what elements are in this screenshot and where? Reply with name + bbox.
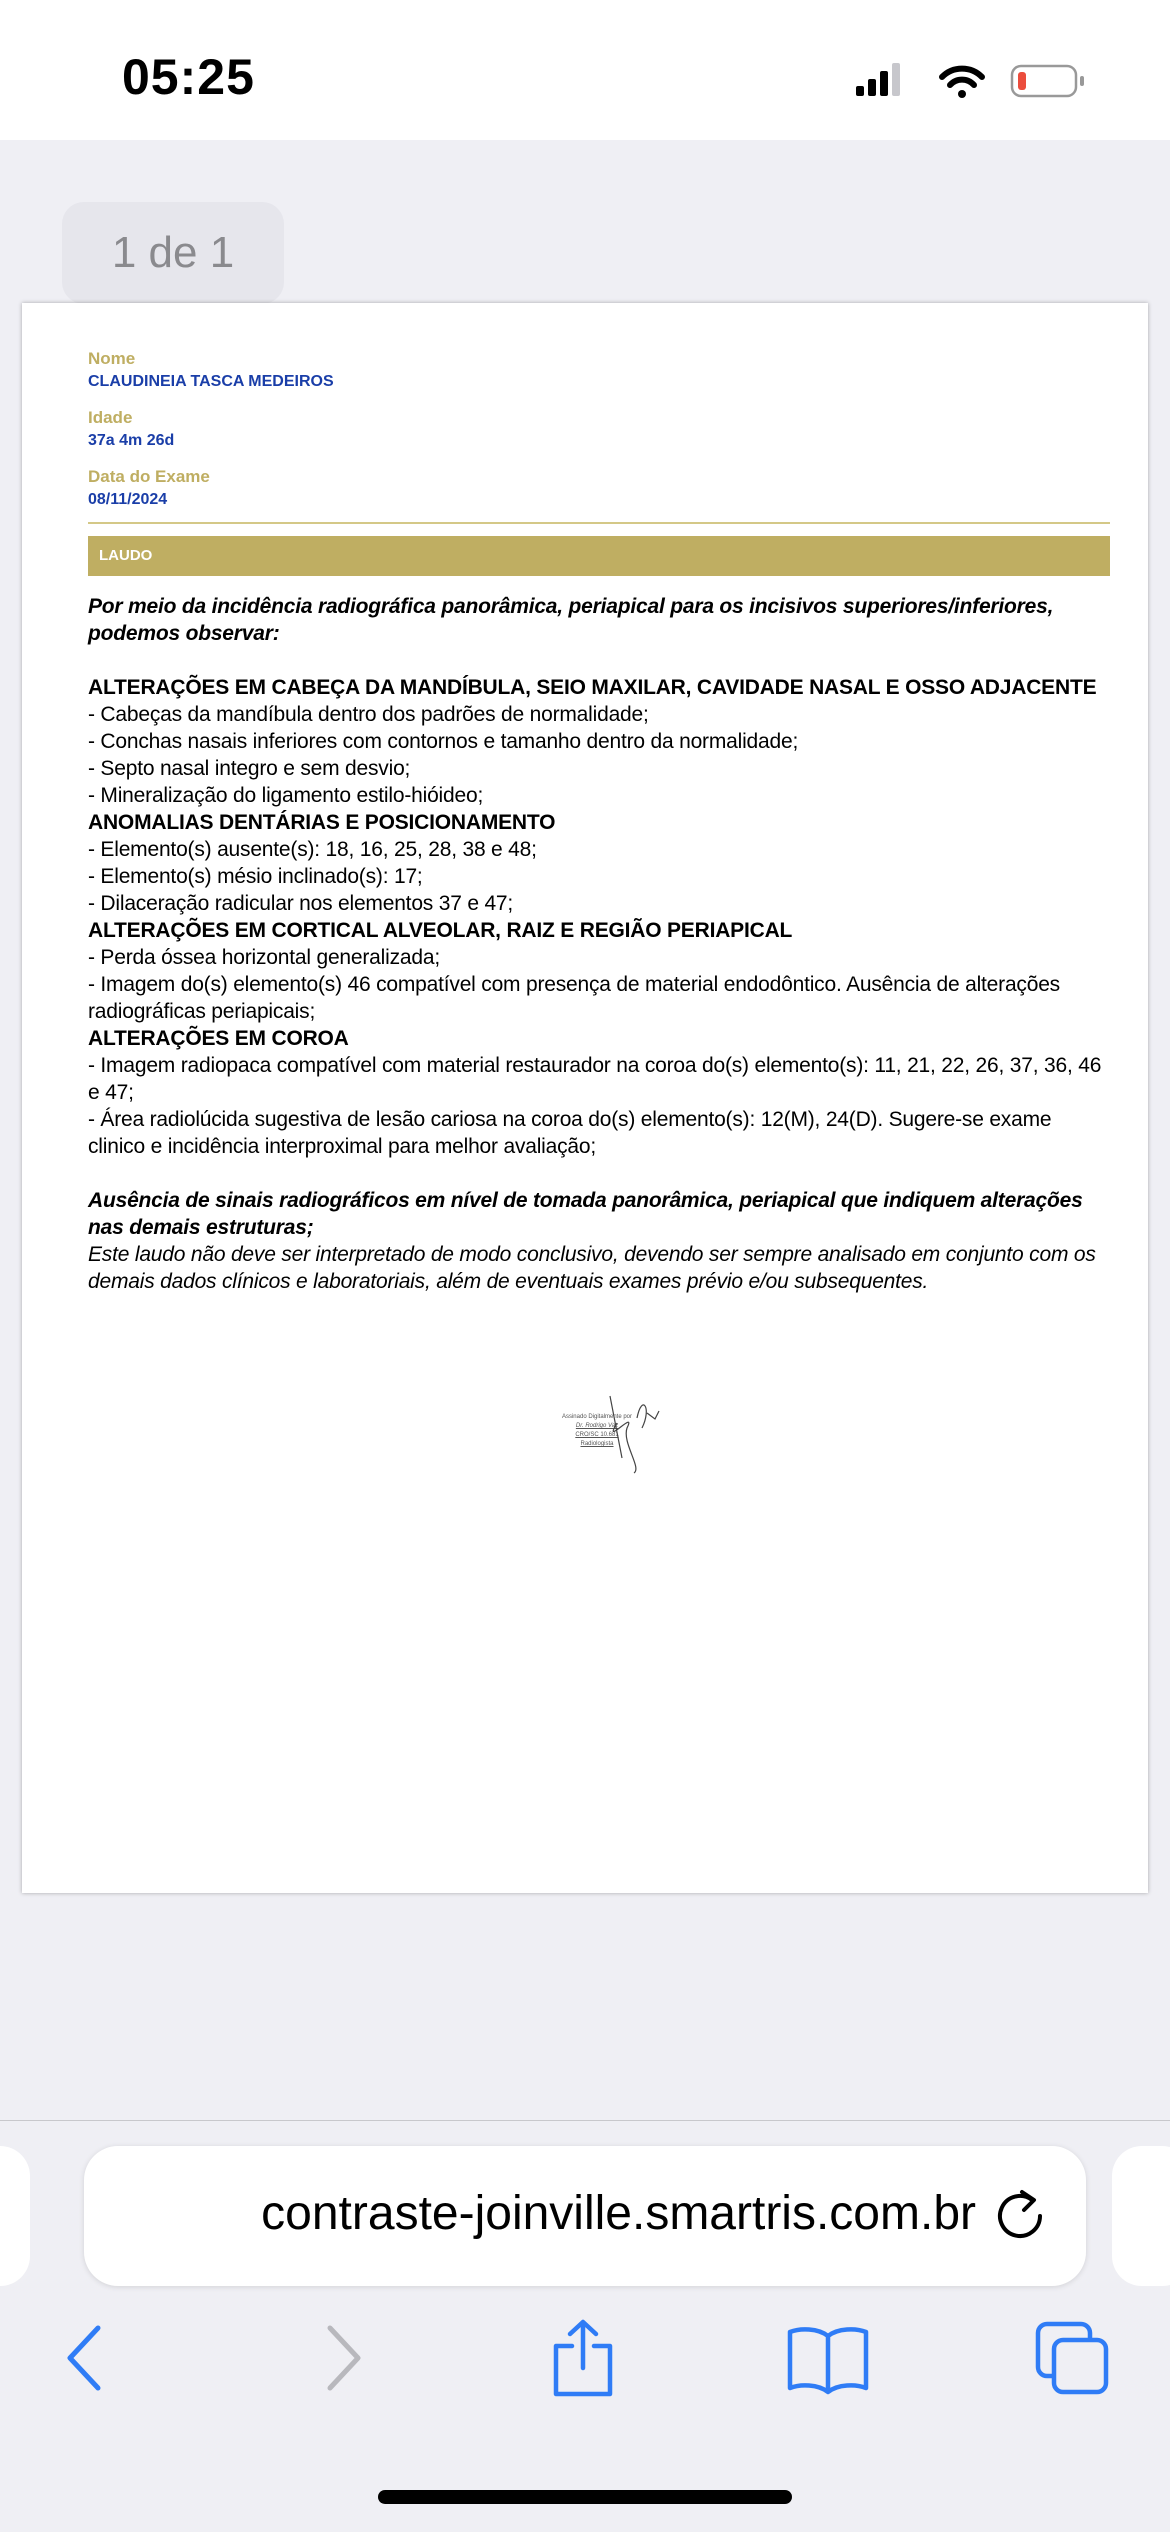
list-item: - Área radiolúcida sugestiva de lesão cariosa na coroa do(s) elemento(s): 12(M), 24(D). Sugere-se exame clinico e incidência interproximal para melhor avaliação;: [88, 1108, 1052, 1158]
list-item: - Mineralização do ligamento estilo-hióideo;: [88, 784, 484, 807]
previous-tab-preview[interactable]: [0, 2146, 30, 2286]
intro: Por meio da incidência radiográfica panorâmica, periapical para os incisivos superiores/inferiores, podemos observar:: [88, 595, 1054, 645]
list-item: - Perda óssea horizontal generalizada;: [88, 946, 440, 969]
field-value-age: 37a 4m 26d: [88, 432, 175, 449]
section-heading: ANOMALIAS DENTÁRIAS E POSICIONAMENTO: [88, 811, 556, 834]
battery-icon: [1012, 66, 1084, 96]
back-icon[interactable]: [60, 2318, 110, 2398]
list-item: - Imagem radiopaca compatível com material restaurador na coroa do(s) elemento(s): 11, 21, 22, 26, 37, 36, 46 e 47;: [88, 1054, 1102, 1104]
list-item: - Conchas nasais inferiores com contornos e tamanho dentro da normalidade;: [88, 730, 799, 753]
signature-line: Assinado Digitalmente por: [561, 1414, 633, 1420]
pdf-page: [22, 303, 1148, 1893]
signature-line: CRO/SC 10.681: [575, 1432, 619, 1438]
list-item: - Septo nasal integro e sem desvio;: [88, 757, 411, 780]
home-indicator[interactable]: [378, 2490, 792, 2504]
bookmarks-icon[interactable]: [786, 2318, 870, 2398]
next-tab-preview[interactable]: [1112, 2146, 1170, 2286]
section-heading: ALTERAÇÕES EM COROA: [88, 1027, 349, 1050]
conclusion: Ausência de sinais radiográficos em nível de tomada panorâmica, periapical que indiquem alterações nas demais estruturas;: [88, 1189, 1083, 1239]
list-item: - Dilaceração radicular nos elementos 37 e 47;: [88, 892, 514, 915]
divider: [88, 522, 1110, 524]
toolbar-divider: [0, 2120, 1170, 2121]
clock: 05:25: [122, 49, 255, 105]
section-heading: ALTERAÇÕES EM CABEÇA DA MANDÍBULA, SEIO MAXILAR, CAVIDADE NASAL E OSSO ADJACENTE: [88, 676, 1097, 699]
list-item: - Elemento(s) ausente(s): 18, 16, 25, 28, 38 e 48;: [88, 838, 537, 861]
list-item: - Imagem do(s) elemento(s) 46 compatível com presença de material endodôntico. Ausência de alterações radiográficas periapicais;: [88, 973, 1060, 1023]
reload-icon[interactable]: [992, 2186, 1048, 2246]
report-body: [88, 593, 1110, 1295]
field-label-exam-date: Data do Exame: [88, 467, 210, 486]
signature-line: Radiologista: [580, 1441, 614, 1447]
page-indicator: 1 de 1: [62, 202, 284, 304]
field-value-name: CLAUDINEIA TASCA MEDEIROS: [88, 373, 334, 390]
share-icon[interactable]: [548, 2318, 618, 2398]
section-bar-laudo: LAUDO: [88, 536, 1110, 576]
signature-line: Dr. Rodrigo Vaz: [575, 1423, 619, 1429]
disclaimer: Este laudo não deve ser interpretado de modo conclusivo, devendo ser sempre analisado em conjunto com os demais dados clínicos e laboratoriais, além de eventuais exames prévio e/ou subsequentes.: [88, 1243, 1096, 1293]
address-bar[interactable]: [84, 2146, 1086, 2286]
list-item: - Cabeças da mandíbula dentro dos padrões de normalidade;: [88, 703, 649, 726]
tabs-icon[interactable]: [1034, 2318, 1114, 2398]
list-item: - Elemento(s) mésio inclinado(s): 17;: [88, 865, 423, 888]
forward-icon[interactable]: [318, 2318, 368, 2398]
digital-signature: [542, 1388, 692, 1478]
field-label-age: Idade: [88, 408, 133, 427]
field-label-name: Nome: [88, 349, 136, 368]
url-text: contraste-joinville.smartris.com.br: [261, 2187, 976, 2240]
handwritten-signature: [542, 1388, 692, 1478]
section-heading: ALTERAÇÕES EM CORTICAL ALVEOLAR, RAIZ E REGIÃO PERIAPICAL: [88, 919, 793, 942]
status-bar: [0, 0, 1170, 140]
status-icons: [852, 60, 1112, 100]
field-value-exam-date: 08/11/2024: [88, 491, 168, 508]
cellular-signal-icon: [856, 63, 900, 96]
wifi-icon: [942, 69, 982, 85]
